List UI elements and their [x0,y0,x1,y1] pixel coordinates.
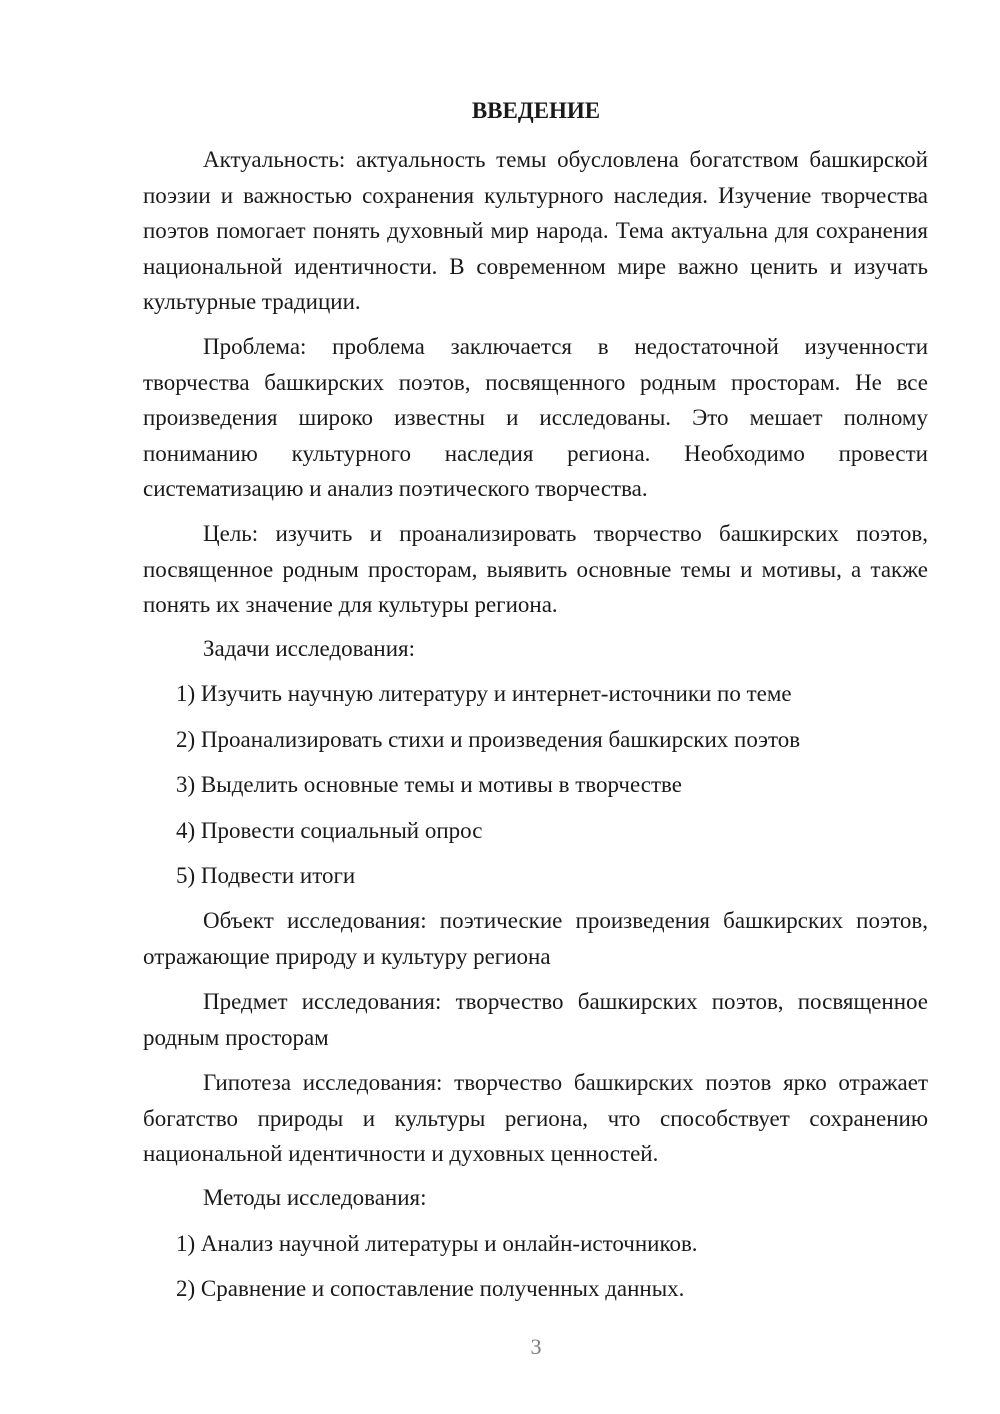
task-item: 2) Проанализировать стихи и произведения башкирских поэтов [176,727,801,752]
task-item: 3) Выделить основные темы и мотивы в творчестве [176,772,682,797]
methods-heading: Методы исследования: [203,1185,427,1210]
task-item: 5) Подвести итоги [176,863,356,888]
task-item: 1) Изучить научную литературу и интернет-источники по теме [176,681,792,706]
task-item: 4) Провести социальный опрос [176,818,483,843]
page-title: ВВЕДЕНИЕ [471,98,601,123]
method-item: 2) Сравнение и сопоставление полученных данных. [176,1276,685,1301]
subject-paragraph: Предмет исследования: творчество башкирских поэтов, посвященное родным просторам [143,989,928,1050]
method-item: 1) Анализ научной литературы и онлайн-источников. [176,1231,698,1256]
goal-paragraph: Цель: изучить и проанализировать творчество башкирских поэтов, посвященное родным просторам, выявить основные темы и мотивы, а также понять их значение для культуры региона. [143,521,928,617]
tasks-heading: Задачи исследования: [203,636,416,661]
relevance-paragraph: Актуальность: актуальность темы обусловлена богатством башкирской поэзии и важностью сохранения культурного наследия. Изучение творчества поэтов помогает понять духовный мир народа. Тема актуальна для сохранения национальной идентичности. В современном мире важно ценить и изучать культурные традиции. [143,147,928,314]
problem-paragraph: Проблема: проблема заключается в недостаточной изученности творчества башкирских поэтов, посвященного родным просторам. Не все произведения широко известны и исследованы. Это мешает полному пониманию культурного наследия региона. Необходимо провести систематизацию и анализ поэтического творчества. [143,334,928,501]
hypothesis-paragraph: Гипотеза исследования: творчество башкирских поэтов ярко отражает богатство природы и культуры региона, что способствует сохранению национальной идентичности и духовных ценностей. [143,1070,928,1166]
object-paragraph: Объект исследования: поэтические произведения башкирских поэтов, отражающие природу и культуру региона [143,908,928,969]
page-number: 3 [530,1334,542,1359]
